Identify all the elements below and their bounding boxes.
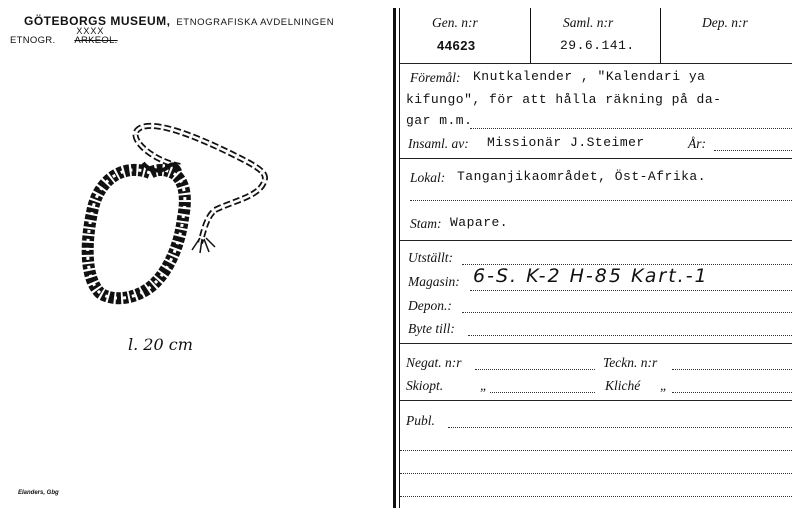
cell-divider bbox=[530, 8, 531, 63]
depon-label: Depon.: bbox=[408, 298, 452, 313]
cell-divider bbox=[660, 8, 661, 63]
dep-label: Dep. n:r bbox=[702, 15, 748, 30]
foremal-label: Föremål: bbox=[410, 70, 461, 85]
knotted-cord-drawing bbox=[55, 118, 295, 318]
stam-value: Wapare. bbox=[450, 215, 509, 230]
insaml-label: Insaml. av: bbox=[408, 136, 469, 151]
lokal-value: Tanganjikaområdet, Öst-Afrika. bbox=[457, 169, 707, 184]
insaml-value: Missionär J.Steimer bbox=[487, 135, 645, 150]
utstallt-label: Utställt: bbox=[408, 250, 454, 265]
stam-label: Stam: bbox=[410, 216, 442, 231]
lokal-label: Lokal: bbox=[410, 170, 446, 185]
negat-label: Negat. n:r bbox=[406, 355, 462, 370]
etnogr-label: ETNOGR. bbox=[10, 35, 56, 46]
gen-label: Gen. n:r bbox=[432, 15, 478, 30]
museum-header bbox=[24, 14, 334, 28]
foremal-line2: kifungo", för att hålla räkning på da- bbox=[406, 92, 722, 107]
foremal-line1: Knutkalender , "Kalendari ya bbox=[473, 69, 706, 84]
magasin-label: Magasin: bbox=[408, 274, 460, 289]
skiopt-label: Skiopt. bbox=[406, 378, 444, 393]
foremal-line3: gar m.m. bbox=[406, 113, 473, 128]
museum-name: GÖTEBORGS MUSEUM, bbox=[24, 14, 171, 28]
cord-outer-loop bbox=[136, 126, 265, 243]
byte-label: Byte till: bbox=[408, 321, 455, 336]
gen-value: 44623 bbox=[437, 38, 476, 53]
publ-label: Publ. bbox=[406, 413, 435, 428]
kliche-ditto: „ bbox=[660, 378, 668, 393]
number-row-rule bbox=[400, 63, 792, 64]
card-divider-thin bbox=[399, 8, 400, 508]
teckn-label: Teckn. n:r bbox=[603, 355, 658, 370]
strike-marks: XXXX bbox=[76, 26, 105, 36]
printer-mark: Elanders, Gbg bbox=[18, 490, 59, 496]
ar-label: År: bbox=[688, 136, 706, 151]
arkeol-label: XXXX ARKEOL. bbox=[74, 26, 118, 46]
scale-note: l. 20 cm bbox=[128, 335, 193, 354]
saml-value: 29.6.141. bbox=[560, 38, 635, 53]
department-name: ETNOGRAFISKA AVDELNINGEN bbox=[176, 17, 335, 28]
department-subheader bbox=[10, 26, 118, 46]
kliche-label: Kliché bbox=[605, 378, 641, 393]
card-divider bbox=[393, 8, 396, 508]
saml-label: Saml. n:r bbox=[563, 15, 614, 30]
skiopt-ditto: „ bbox=[480, 378, 488, 393]
magasin-value: 6-S. K-2 H-85 Kart.-1 bbox=[473, 265, 709, 287]
